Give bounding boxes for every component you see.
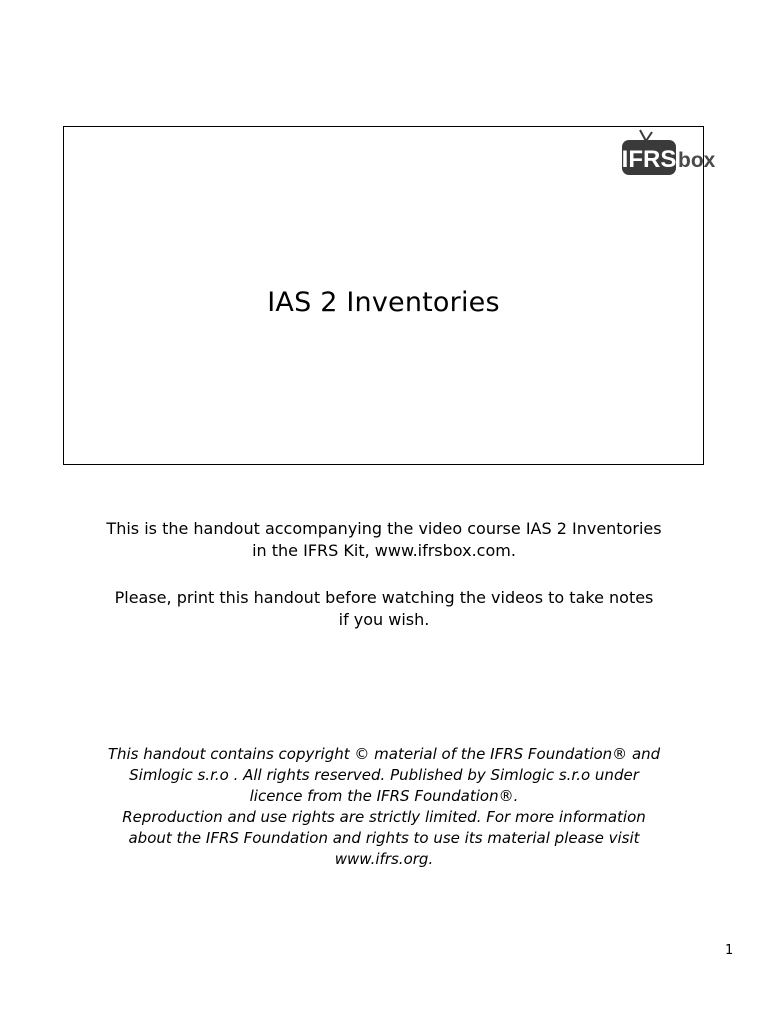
copyright-line: licence from the IFRS Foundation®.: [249, 787, 519, 805]
copyright-line: www.ifrs.org.: [334, 850, 434, 868]
copyright-notice: [90, 744, 678, 870]
ifrsbox-logo-icon: [620, 127, 716, 179]
copyright-line: about the IFRS Foundation and rights to use its material please visit: [128, 829, 640, 847]
page-number: 1: [725, 943, 734, 958]
slide-title: IAS 2 Inventories: [267, 287, 500, 318]
print-note-line: if you wish.: [338, 610, 430, 629]
copyright-line: Simlogic s.r.o . All rights reserved. Published by Simlogic s.r.o under: [129, 766, 639, 784]
copyright-line: This handout contains copyright © material of the IFRS Foundation® and: [107, 745, 661, 763]
print-note: [80, 587, 688, 631]
logo-suffix-text: box: [678, 149, 716, 172]
logo-main-text: IFRS: [621, 146, 677, 173]
handout-intro: [80, 518, 688, 562]
intro-line: This is the handout accompanying the video course IAS 2 Inventories: [106, 519, 662, 538]
intro-line: in the IFRS Kit, www.ifrsbox.com.: [252, 541, 516, 560]
print-note-line: Please, print this handout before watching the videos to take notes: [114, 588, 654, 607]
slide-frame: [63, 126, 716, 465]
copyright-line: Reproduction and use rights are strictly limited. For more information: [122, 808, 646, 826]
